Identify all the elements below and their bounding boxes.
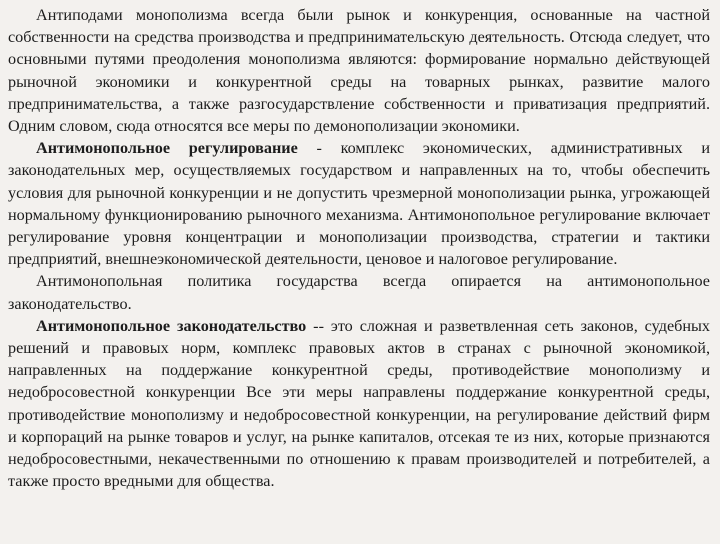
paragraph-monopoly-antipodes <box>8 4 710 137</box>
paragraph-antimonopoly-policy <box>8 270 710 314</box>
document-page <box>8 4 710 544</box>
paragraph-antimonopoly-regulation <box>8 137 710 270</box>
paragraph-term: Антимонопольное законодательство <box>36 316 307 335</box>
paragraph-antimonopoly-legislation <box>8 315 710 493</box>
paragraph-text: Антиподами монополизма всегда были рынок и конкуренция, основанные на частной собственности на средства производства и предпринимательскую деятельность. Отсюда следует, что основными путями преодоления монополизма являются: формирование нормально действующей рыночной экономики и конкурентной среды на товарных рынках, развитие малого предпринимательства, а также разгосударствление собственности и приватизация предприятий. Одним словом, сюда относятся все меры по демонополизации экономики. <box>8 6 710 136</box>
paragraph-text: -- это сложная и разветвленная сеть законов, судебных решений и правовых норм, комплекс правовых актов в странах с рыночной экономикой, направленных на поддержание конкурентной среды, противодействие монополизму и недобросовестной конкуренции Все эти меры направлены поддержание конкурентной среды, противодействие монополизму и недобросовестной конкуренции, на регулирование действий фирм и корпораций на рынке товаров и услуг, на рынке капиталов, отсекая те из них, которые признаются недобросовестными, некачественными по отношению к правам производителей и потребителей, а также просто вредными для общества. <box>8 316 710 491</box>
paragraph-text: Антимонопольная политика государства всегда опирается на антимонопольное законодательство. <box>8 272 710 313</box>
paragraph-term: Антимонопольное регулирование <box>36 139 298 158</box>
paragraph-text: - комплекс экономических, административных и законодательных мер, осуществляемых государством и направленных на то, чтобы обеспечить условия для рыночной конкуренции и не допустить чрезмерной монополизации рынка, угрожающей нормальному функционированию рыночного механизма. Антимонопольное регулирование включает регулирование уровня концентрации и монополизации производства, стратегии и тактики предприятий, внешнеэкономической деятельности, ценовое и налоговое регулирование. <box>8 139 710 269</box>
